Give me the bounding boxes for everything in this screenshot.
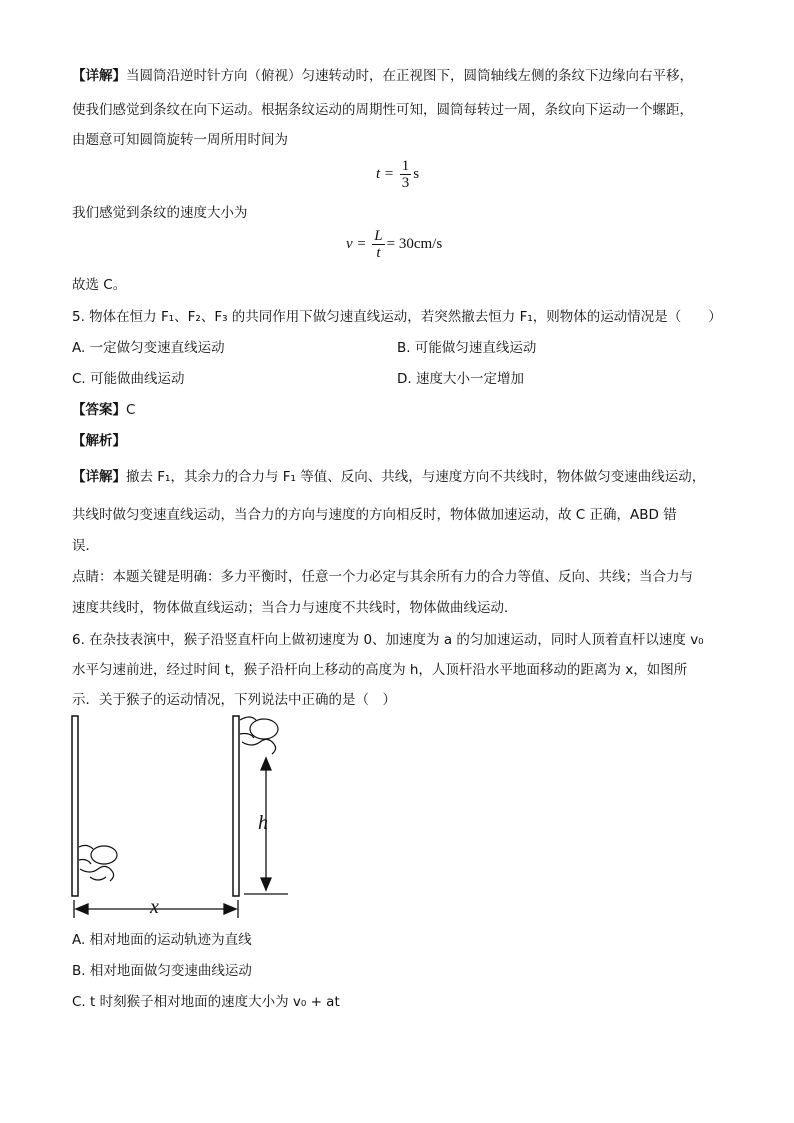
q5-detail-2: 共线时做匀变速直线运动，当合力的方向与速度的方向相反时，物体做加速运动，故 C 正确，ABD 错 bbox=[72, 507, 677, 523]
paragraph-speed: 我们感觉到条纹的速度大小为 bbox=[72, 205, 248, 221]
detail-tag: 【详解】 bbox=[72, 68, 126, 84]
q5-option-c: C. 可能做曲线运动 bbox=[72, 371, 185, 387]
distance-label: x bbox=[150, 896, 159, 918]
q6-option-a: A. 相对地面的运动轨迹为直线 bbox=[72, 932, 252, 948]
question-6-line-2: 水平匀速前进，经过时间 t，猴子沿杆向上移动的高度为 h，人顶杆沿水平地面移动的距离为 x，如图所 bbox=[72, 662, 688, 678]
right-pole bbox=[233, 716, 239, 896]
question-5-stem: 5. 物体在恒力 F₁、F₂、F₃ 的共同作用下做匀速直线运动，若突然撤去恒力 F₁，则物体的运动情况是（ ） bbox=[72, 309, 722, 325]
q5-note-2: 速度共线时，物体做直线运动；当合力与速度不共线时，物体做曲线运动． bbox=[72, 600, 518, 616]
question-6-line-3: 示．关于猴子的运动情况，下列说法中正确的是（ ） bbox=[72, 692, 396, 708]
q5-detail-1: 【详解】撤去 F₁，其余力的合力与 F₁ 等值、反向、共线，与速度方向不共线时，物体做匀变速曲线运动， bbox=[72, 469, 706, 485]
q5-option-a: A. 一定做匀变速直线运动 bbox=[72, 340, 225, 356]
equation-time: t = $\frac{1}{3}$ s bbox=[376, 158, 420, 191]
q5-option-b: B. 可能做匀速直线运动 bbox=[397, 340, 537, 356]
answer-choice-c: 故选 C。 bbox=[72, 277, 127, 293]
q6-option-b: B. 相对地面做匀变速曲线运动 bbox=[72, 963, 252, 979]
q5-note-1: 点睛：本题关键是明确：多力平衡时，任意一个力必定与其余所有力的合力等值、反向、共线；当合力与 bbox=[72, 569, 693, 585]
fraction: $\frac{L}{t}$ bbox=[374, 228, 383, 261]
left-pole bbox=[72, 716, 78, 896]
height-label: h bbox=[258, 812, 268, 834]
fraction: $\frac{1}{3}$ bbox=[401, 158, 410, 191]
paragraph-detail-2: 使我们感觉到条纹在向下运动。根据条纹运动的周期性可知，圆筒每转过一周，条纹向下运动一个螺距， bbox=[72, 102, 693, 118]
q5-option-d: D. 速度大小一定增加 bbox=[397, 371, 524, 387]
question-6-line-1: 6. 在杂技表演中，猴子沿竖直杆向上做初速度为 0、加速度为 a 的匀加速运动，同时人顶着直杆以速度 v₀ bbox=[72, 632, 704, 648]
equation-speed: v = $\frac{L}{t}$ = 30cm/s bbox=[346, 228, 443, 261]
paragraph-detail-1: 【详解】当圆筒沿逆时针方向（俯视）匀速转动时，在正视图下，圆筒轴线左侧的条纹下边缘向右平移， bbox=[72, 68, 693, 84]
q5-answer: 【答案】C bbox=[72, 402, 136, 418]
q5-detail-3: 误． bbox=[72, 538, 99, 554]
monkey-pole-figure bbox=[60, 712, 300, 927]
monkey-bottom-icon bbox=[79, 845, 117, 881]
q5-analysis-heading: 【解析】 bbox=[72, 433, 126, 449]
q6-option-c: C. t 时刻猴子相对地面的速度大小为 v₀ + at bbox=[72, 994, 340, 1010]
paragraph-detail-3: 由题意可知圆筒旋转一周所用时间为 bbox=[72, 132, 288, 148]
monkey-top-icon bbox=[240, 717, 278, 754]
